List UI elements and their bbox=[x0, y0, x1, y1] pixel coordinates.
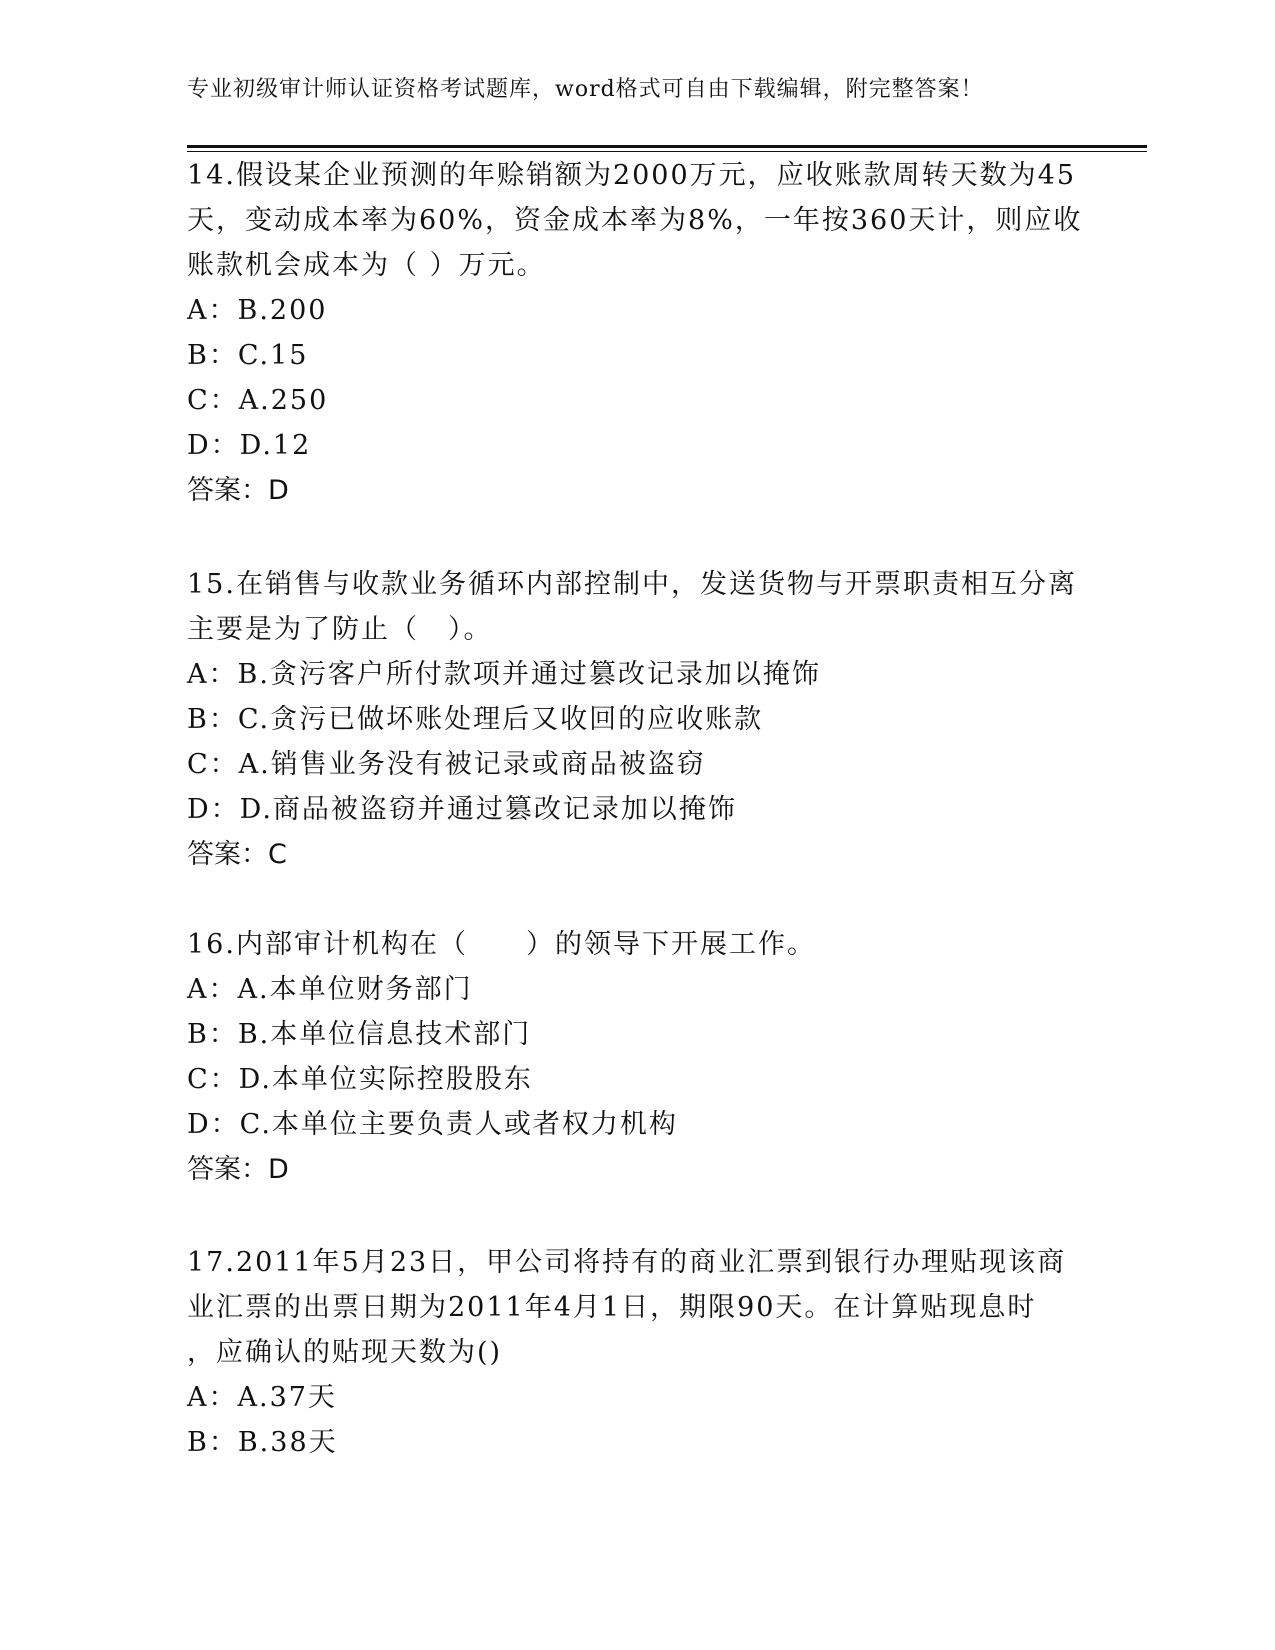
header-rule-thick bbox=[187, 145, 1147, 148]
option-d: D：C.本单位主要负责人或者权力机构 bbox=[187, 1109, 678, 1140]
header-rule-thin bbox=[187, 151, 1147, 152]
question-14 bbox=[187, 153, 1087, 513]
question-stem-line: 15.在销售与收款业务循环内部控制中，发送货物与开票职责相互分离 bbox=[187, 569, 1077, 600]
option-a: A：A.本单位财务部门 bbox=[187, 974, 473, 1005]
question-stem-line: 业汇票的出票日期为2011年4月1日，期限90天。在计算贴现息时 bbox=[187, 1292, 1037, 1323]
question-15 bbox=[187, 562, 1087, 877]
question-17 bbox=[187, 1240, 1087, 1465]
question-16 bbox=[187, 922, 1087, 1192]
option-a: A：A.37天 bbox=[187, 1382, 337, 1413]
question-stem-line: 16.内部审计机构在（ ）的领导下开展工作。 bbox=[187, 929, 816, 960]
option-c: C：D.本单位实际控股股东 bbox=[187, 1064, 533, 1095]
option-b: B：B.本单位信息技术部门 bbox=[187, 1019, 532, 1050]
answer: 答案：D bbox=[187, 475, 289, 506]
question-stem-line: 账款机会成本为（ ）万元。 bbox=[187, 250, 546, 281]
question-stem-line: 主要是为了防止（ ）。 bbox=[187, 614, 493, 645]
question-stem-line: 14.假设某企业预测的年赊销额为2000万元，应收账款周转天数为45 bbox=[187, 160, 1077, 191]
option-d: D：D.商品被盗窃并通过篡改记录加以掩饰 bbox=[187, 794, 737, 825]
answer: 答案：C bbox=[187, 839, 287, 870]
option-a: A：B.贪污客户所付款项并通过篡改记录加以掩饰 bbox=[187, 659, 821, 690]
answer: 答案：D bbox=[187, 1154, 289, 1185]
option-b: B：C.贪污已做坏账处理后又收回的应收账款 bbox=[187, 704, 764, 735]
question-stem-line: ，应确认的贴现天数为() bbox=[187, 1337, 503, 1368]
option-d: D：D.12 bbox=[187, 430, 312, 461]
option-b: B：C.15 bbox=[187, 340, 309, 371]
question-stem-line: 17.2011年5月23日，甲公司将持有的商业汇票到银行办理贴现该商 bbox=[187, 1247, 1067, 1278]
option-c: C：A.250 bbox=[187, 385, 329, 416]
question-stem-line: 天，变动成本率为60%，资金成本率为8%，一年按360天计，则应收 bbox=[187, 205, 1083, 236]
option-b: B：B.38天 bbox=[187, 1427, 338, 1458]
option-c: C：A.销售业务没有被记录或商品被盗窃 bbox=[187, 749, 706, 780]
page-header: 专业初级审计师认证资格考试题库，word格式可自由下载编辑，附完整答案！ bbox=[187, 77, 984, 102]
option-a: A：B.200 bbox=[187, 295, 328, 326]
